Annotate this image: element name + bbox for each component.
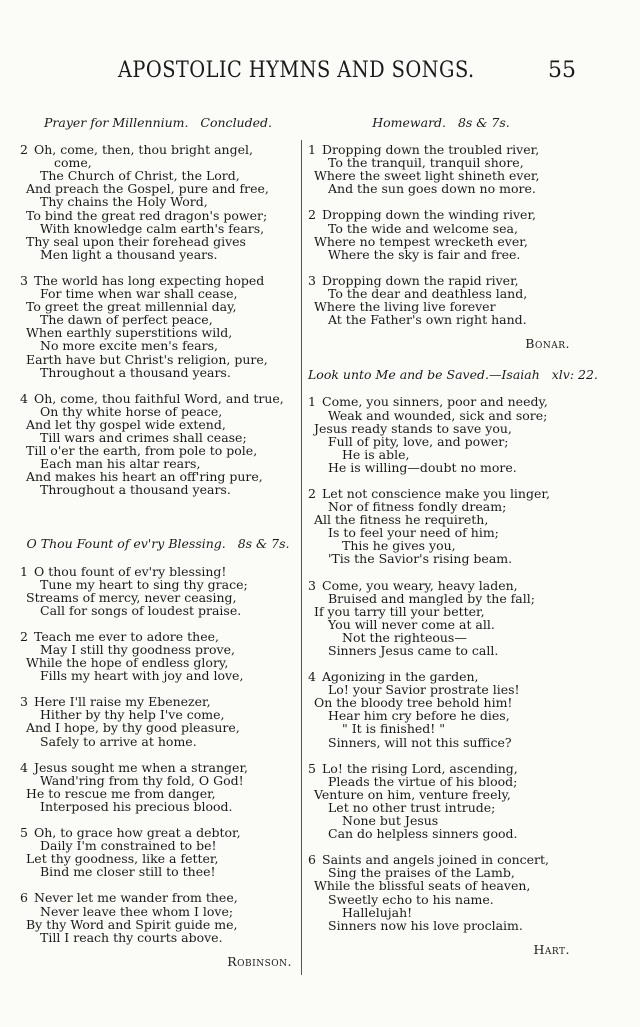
verse-line-text: Hear him cry before he dies, [328, 708, 510, 724]
verse-line-text: On thy white horse of peace, [40, 403, 223, 419]
hymn-title [308, 367, 598, 383]
verse-line-text: Pleads the virtue of his blood; [328, 773, 518, 789]
verse-line [20, 248, 296, 261]
verse-number: 3 [20, 272, 28, 288]
verse-number: 5 [20, 825, 28, 841]
verse-line [20, 865, 296, 878]
verse-line-text: come, [54, 155, 92, 171]
verse-line-text: Lo! your Savior prostrate lies! [328, 682, 520, 698]
verse-line-text: Let thy goodness, like a fetter, [26, 851, 219, 867]
verse-line-text: And the sun goes down no more. [328, 181, 536, 197]
verse-line-text: Here I'll raise my Ebenezer, [34, 694, 211, 710]
verse-line-text: Sinners Jesus came to call. [328, 643, 499, 658]
verse-line-text: Sinners now his love proclaim. [328, 917, 523, 933]
verse [308, 579, 574, 658]
verse-line-text: Where the sky is fair and free. [328, 246, 521, 262]
verse-line-text: Where the sweet light shineth ever, [314, 168, 540, 184]
verse-line-text: Let no other trust intrude; [328, 799, 496, 815]
verse-line [308, 736, 574, 749]
verse [20, 565, 296, 617]
verse-line-text: Oh, come, then, thou bright angel, [34, 142, 253, 158]
verse-number: 1 [20, 563, 28, 579]
verse-number: 4 [308, 669, 316, 685]
verse-number: 3 [308, 272, 316, 288]
verse-line-text: He is willing—doubt no more. [328, 459, 517, 475]
verse-line-text: Can do helpless sinners good. [328, 826, 518, 842]
verse-line-text: Each man his altar rears, [40, 456, 201, 472]
verse-line-text: For time when war shall cease, [40, 286, 238, 302]
verse-line-text: Men light a thousand years. [40, 246, 218, 262]
verse-line-text: Sing the praises of the Lamb, [328, 865, 515, 881]
verse-line-text: None but Jesus [342, 813, 439, 829]
verse [20, 630, 296, 682]
verse-number: 4 [20, 759, 28, 775]
verse-line-text: Lo! the rising Lord, ascending, [322, 760, 518, 776]
verse-line [20, 800, 296, 813]
verse [308, 395, 574, 474]
verse-line [20, 366, 296, 379]
verse-line-text: On the bloody tree behold him! [314, 695, 513, 711]
verse-line-text: Dropping down the troubled river, [322, 142, 540, 158]
verse [308, 670, 574, 749]
verse-line-text: Never leave thee whom I love; [40, 903, 234, 919]
verse-line-text: Come, you weary, heavy laden, [322, 577, 518, 593]
verse-line-text: By thy Word and Spirit guide me, [26, 916, 238, 932]
hymn-title [308, 116, 574, 129]
verse-line-text: May I still thy goodness prove, [40, 642, 235, 657]
verse-line-text: Sinners, will not this suffice? [328, 734, 512, 750]
verse-line-text: Throughout a thousand years. [40, 482, 231, 498]
verse-line-text: Come, you sinners, poor and needy, [322, 394, 548, 410]
hymn-title [20, 537, 296, 550]
verse-line-text: If you tarry till your better, [314, 603, 485, 619]
verse [308, 487, 574, 566]
verse-line-text: Hither by thy help I've come, [40, 707, 225, 723]
verse-line-text: Till o'er the earth, from pole to pole, [26, 443, 258, 459]
verse-line-text: And I hope, by thy good pleasure, [26, 720, 240, 736]
verse-line-text: Where no tempest wrecketh ever, [314, 233, 528, 249]
verse-line-text: Thy chains the Holy Word, [40, 194, 208, 210]
verse-line-text: Sweetly echo to his name. [328, 891, 494, 907]
right-column [308, 112, 598, 974]
verse-line-text: Oh, come, thou faithful Word, and true, [34, 390, 284, 406]
hymn-title-text: O Thou Fount of ev'ry Blessing. [26, 536, 226, 552]
verse-number: 1 [308, 142, 316, 158]
verse-line-text: The dawn of perfect peace, [40, 312, 213, 328]
verse-line-text: To greet the great millennial day, [26, 299, 237, 315]
hymn-title-text: Homeward. [372, 115, 447, 130]
verse-line-text: Full of pity, love, and power; [328, 433, 509, 449]
verse-line [308, 248, 574, 261]
verse [308, 208, 574, 260]
verse [20, 392, 296, 497]
verse-line-text: Safely to arrive at home. [40, 733, 197, 749]
verse-line-text: To the wide and welcome sea, [328, 220, 518, 236]
verse-line [20, 735, 296, 748]
verse-number: 2 [20, 628, 28, 644]
hymn-title-text: Prayer for Millennium. [43, 115, 189, 130]
verse-number: 4 [20, 390, 28, 406]
hymn-author: Bonar. [525, 336, 570, 352]
verse-line [20, 669, 296, 682]
verse-line-text: Streams of mercy, never ceasing, [26, 589, 237, 605]
verse-number: 2 [308, 485, 316, 501]
verse-number: 2 [308, 207, 316, 223]
verse-line-text: Tune my heart to sing thy grace; [40, 576, 248, 592]
verse-line-text: Dropping down the winding river, [322, 207, 537, 223]
verse-line-text: This he gives you, [342, 538, 456, 554]
verse [20, 695, 296, 747]
verse-line-text: Oh, to grace how great a debtor, [34, 825, 241, 841]
verse-line-text: " It is finished! " [342, 721, 446, 737]
verse-line-text: No more excite men's fears, [40, 338, 218, 354]
page-header [0, 58, 640, 92]
verse [308, 853, 574, 932]
verse-line [308, 644, 574, 657]
verse-line-text: Agonizing in the garden, [322, 669, 479, 685]
verse-line-text: Till wars and crimes shall cease; [40, 429, 247, 445]
verse-line-text: You will never come at all. [328, 616, 495, 632]
verse-line-text: Jesus ready stands to save you, [314, 420, 512, 436]
verse-line-text: Daily I'm constrained to be! [40, 838, 217, 854]
verse-line-text: Venture on him, venture freely, [314, 786, 511, 802]
verse-number: 6 [308, 852, 316, 868]
verse-line-text: To bind the great red dragon's power; [26, 207, 268, 223]
verse-line-text: Call for songs of loudest praise. [40, 602, 242, 618]
verse-line [308, 313, 574, 326]
hymn-meter: 8s & 7s. [237, 536, 290, 552]
verse-line-text: Fills my heart with joy and love, [40, 668, 244, 684]
verse-line-text: All the fitness he requireth, [314, 512, 489, 528]
verse-line-text: To the dear and deathless land, [328, 285, 528, 301]
verse-line-text: At the Father's own right hand. [328, 312, 527, 328]
verse-line-text: And preach the Gospel, pure and free, [26, 181, 269, 197]
verse-line-text: Bruised and mangled by the fall; [328, 590, 535, 606]
verse [20, 274, 296, 379]
hymn [308, 116, 574, 350]
verse-line-text: Jesus sought me when a stranger, [34, 759, 249, 775]
verse-line-text: Dropping down the rapid river, [322, 272, 519, 288]
hymn-title [20, 116, 296, 129]
running-title: APOSTOLIC HYMNS AND SONGS. [118, 58, 475, 83]
verse-line-text: Let not conscience make you linger, [322, 485, 550, 501]
verse-line-text: While the blissful seats of heaven, [314, 878, 531, 894]
verse-number: 3 [308, 577, 316, 593]
verse-line-text: Where the living live forever [314, 299, 496, 315]
verse [20, 826, 296, 878]
verse-number: 2 [20, 142, 28, 158]
verse [308, 274, 574, 326]
verse-line [308, 552, 574, 565]
verse [20, 143, 296, 261]
verse-line-text: Hallelujah! [342, 904, 413, 920]
verse-line [308, 461, 574, 474]
verse-line-text: 'Tis the Savior's rising beam. [328, 551, 513, 567]
hymn-author: Robinson. [227, 953, 292, 969]
hymn [20, 537, 296, 967]
verse-line [308, 919, 574, 932]
verse-line-text: To the tranquil, tranquil shore, [328, 155, 524, 171]
verse-line-text: And let thy gospel wide extend, [26, 416, 226, 432]
page-number: 55 [548, 58, 576, 83]
verse-line-text: He is able, [342, 446, 410, 462]
verse-line [20, 483, 296, 496]
verse-line-text: Till I reach thy courts above. [40, 929, 223, 945]
verse-number: 5 [308, 760, 316, 776]
verse-line [308, 827, 574, 840]
verse [20, 761, 296, 813]
verse-line-text: Wand'ring from thy fold, O God! [40, 772, 244, 788]
verse [20, 891, 296, 943]
verse-line [308, 182, 574, 195]
verse-number: 3 [20, 694, 28, 710]
verse-line-text: The Church of Christ, the Lord, [40, 168, 240, 184]
hymn-author: Hart. [533, 941, 570, 957]
verse-line-text: Thy seal upon their forehead gives [26, 233, 246, 249]
column-divider [301, 140, 302, 975]
verse-line-text: When earthly superstitions wild, [26, 325, 233, 341]
verse-line-text: Saints and angels joined in concert, [322, 852, 550, 868]
verse-line-text: Is to feel your need of him; [328, 525, 499, 541]
verse-line-text: Interposed his precious blood. [40, 798, 233, 814]
hymn-meter: 8s & 7s. [457, 115, 510, 130]
verse-line-text: And makes his heart an off'ring pure, [26, 469, 263, 485]
hymn-title-text: Look unto Me and be Saved.—Isaiah [308, 367, 540, 383]
verse [308, 143, 574, 195]
verse-line-text: Nor of fitness fondly dream; [328, 499, 507, 515]
verse-line [20, 931, 296, 944]
hymn [20, 116, 296, 527]
verse-number: 6 [20, 890, 28, 906]
hymn-meter: Concluded. [200, 115, 272, 130]
verse [308, 762, 574, 841]
left-column [20, 112, 296, 986]
verse-line-text: Throughout a thousand years. [40, 364, 231, 380]
verse-line-text: While the hope of endless glory, [26, 655, 229, 671]
verse-line-text: Not the righteous— [342, 629, 467, 645]
verse-line-text: With knowledge calm earth's fears, [40, 220, 265, 236]
verse-line-text: Weak and wounded, sick and sore; [328, 407, 548, 423]
verse-line-text: Teach me ever to adore thee, [34, 628, 219, 644]
verse-line-text: O thou fount of ev'ry blessing! [34, 563, 227, 579]
hymn-meter: xlv: 22. [551, 367, 598, 383]
verse-line-text: Earth have but Christ's religion, pure, [26, 351, 268, 367]
verse-line-text: He to rescue me from danger, [26, 785, 216, 801]
verse-line-text: The world has long expecting hoped [34, 272, 265, 288]
verse-line [20, 604, 296, 617]
hymn [308, 367, 598, 957]
verse-number: 1 [308, 394, 316, 410]
verse-line-text: Bind me closer still to thee! [40, 864, 216, 880]
verse-line-text: Never let me wander from thee, [34, 890, 238, 906]
